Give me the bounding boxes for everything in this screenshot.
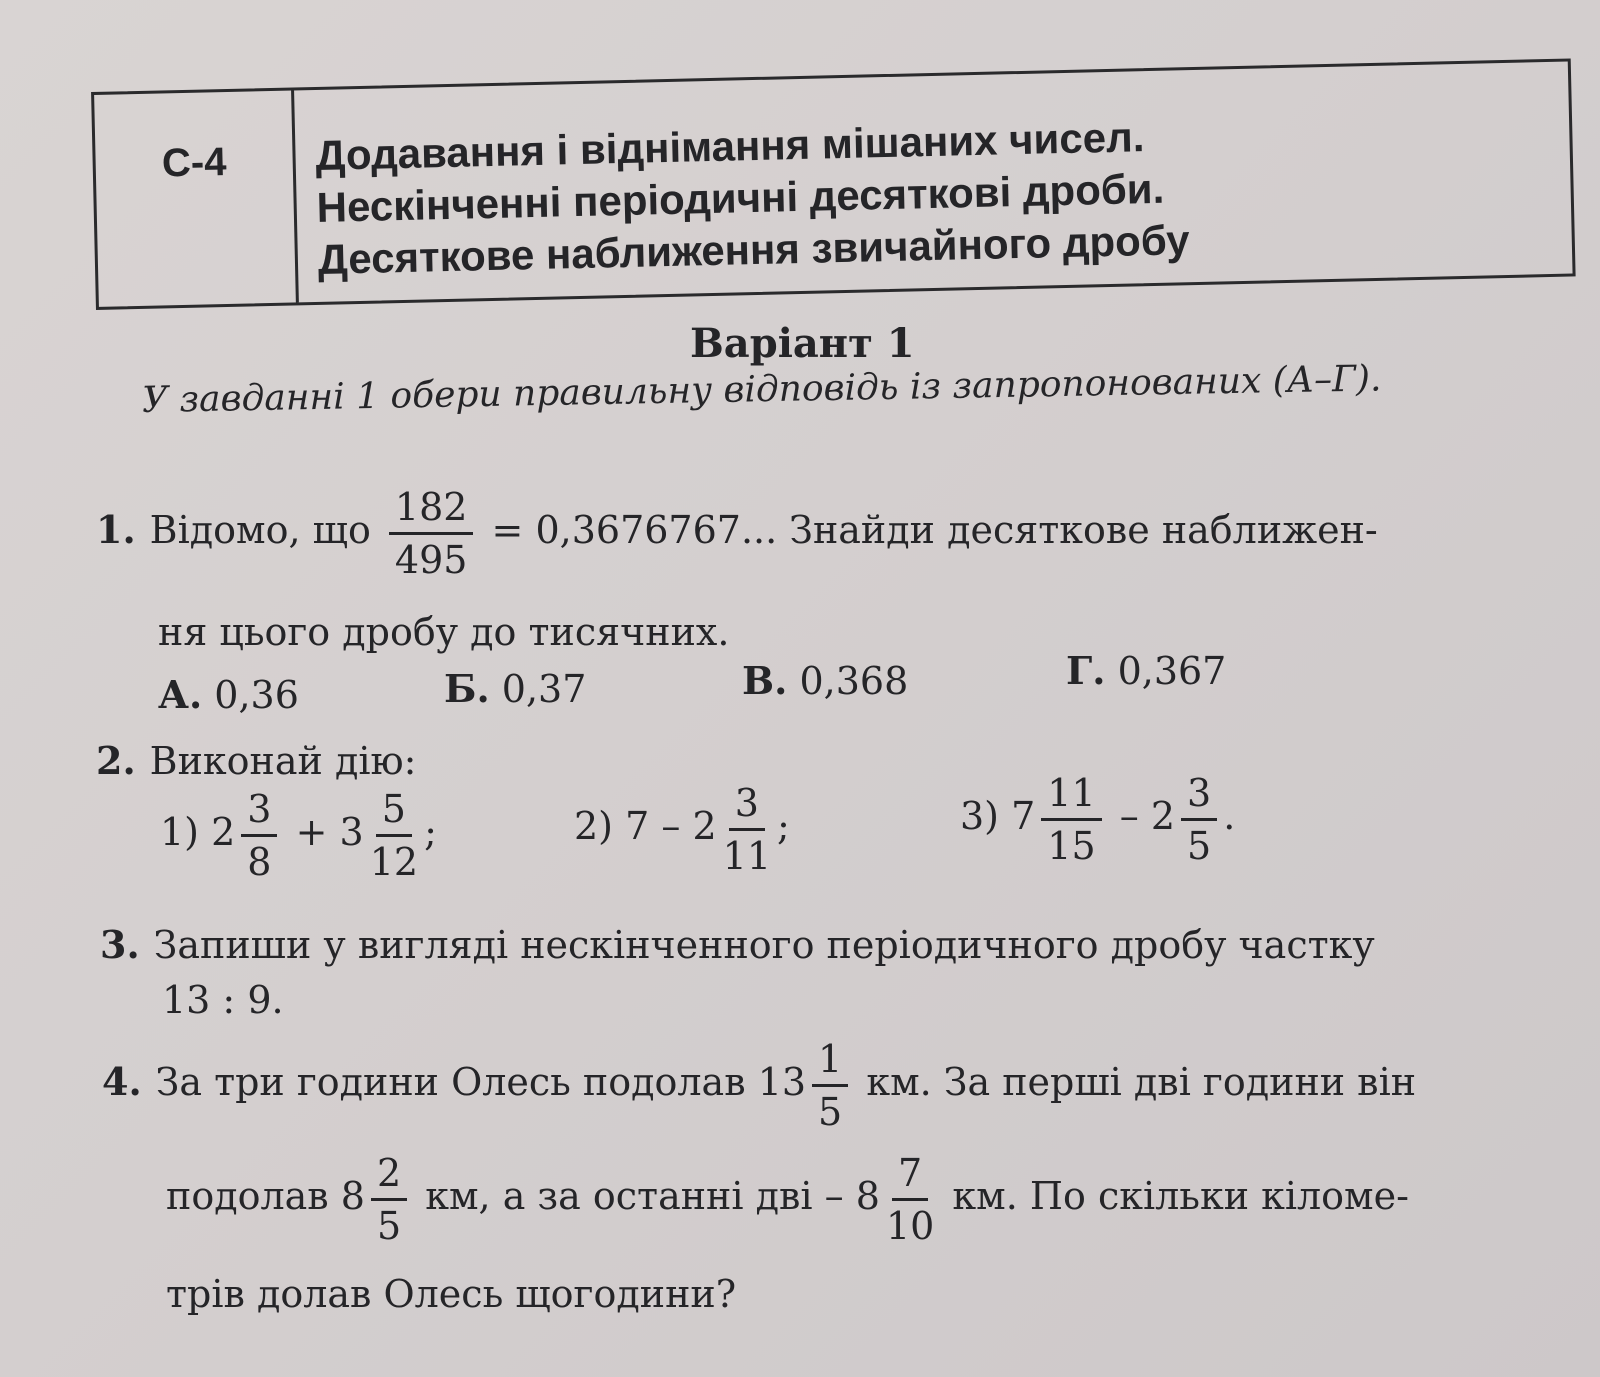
option-label: В. [742, 658, 788, 703]
fraction [1181, 771, 1217, 868]
whole-part: 8 [855, 1174, 880, 1218]
task1-text-before: Відомо, що [149, 508, 371, 552]
task2-number: 2. [96, 738, 136, 783]
option-a [158, 672, 299, 717]
fraction [369, 787, 419, 884]
fraction-denominator: 11 [722, 834, 772, 878]
task1-text-after: = 0,3676767... Знайди десяткове наближен- [491, 508, 1378, 552]
fraction-numerator: 3 [729, 784, 765, 831]
fraction [722, 781, 772, 878]
worksheet-code: С-4 [94, 90, 299, 306]
option-value: 0,368 [799, 659, 909, 703]
option-b [444, 666, 586, 711]
whole-part: 13 [757, 1060, 807, 1104]
whole-part: 2 [1150, 794, 1176, 838]
worksheet-title [315, 110, 1190, 286]
option-d [1066, 648, 1226, 693]
task4-text: км. По скільки кіломе- [952, 1174, 1409, 1218]
fraction-numerator: 182 [389, 488, 474, 535]
item-label: 1) [160, 810, 200, 854]
punctuation: ; [777, 804, 790, 848]
variant-heading: Варіант 1 [690, 320, 915, 367]
fraction-numerator: 2 [371, 1154, 407, 1201]
fraction-denominator: 495 [394, 538, 468, 582]
header-box [91, 58, 1576, 310]
option-label: Б. [444, 666, 490, 711]
fraction-denominator: 5 [1187, 824, 1212, 868]
fraction [371, 1151, 407, 1248]
fraction-numerator: 11 [1041, 774, 1101, 821]
title-line-3: Десяткове наближення звичайного дробу [317, 216, 1191, 283]
title-line-1: Додавання і віднімання мішаних чисел. [315, 113, 1145, 179]
option-c [742, 658, 908, 703]
operator: – [1119, 794, 1139, 838]
whole-part: 3 [339, 810, 364, 854]
fraction-denominator: 10 [885, 1204, 935, 1248]
task4-line2 [166, 1151, 1409, 1248]
option-label: А. [158, 672, 203, 717]
whole-part: 2 [211, 810, 236, 854]
task3-line1 [100, 922, 1375, 967]
task4-line3: трів долав Олесь щогодини? [166, 1272, 737, 1316]
fraction-denominator: 8 [247, 840, 272, 884]
fraction [241, 787, 277, 884]
fraction-numerator: 1 [812, 1040, 848, 1087]
operator: – [661, 804, 681, 848]
fraction-numerator: 3 [241, 790, 277, 837]
task4-text: км. За перші дві години він [866, 1060, 1417, 1104]
fraction-numerator: 3 [1181, 774, 1217, 821]
whole-part: 7 [1011, 794, 1036, 838]
task3-text: Запиши у вигляді нескінченного періодичного дробу частку [153, 923, 1375, 967]
title-line-2: Нескінченні періодичні десяткові дроби. [316, 164, 1165, 231]
fraction-numerator: 5 [376, 790, 412, 837]
task2-item-3 [960, 771, 1236, 868]
task3-number: 3. [100, 922, 140, 967]
task4-text: За три години Олесь подолав [155, 1060, 746, 1104]
task4-text: подолав [166, 1174, 329, 1218]
task4-line1 [102, 1037, 1417, 1134]
task2-heading [96, 738, 416, 783]
item-label: 2) [574, 804, 614, 848]
fraction [1041, 771, 1101, 868]
instruction: У завданні 1 обери правильну відповідь із запропонованих (А–Г). [141, 358, 1382, 421]
task2-item-1 [160, 787, 437, 884]
whole-part: 8 [340, 1174, 365, 1218]
fraction [885, 1151, 935, 1248]
punctuation: . [1223, 794, 1236, 838]
task1-fraction [389, 485, 474, 582]
whole-part: 7 [625, 804, 650, 848]
punctuation: ; [424, 810, 437, 854]
task1-line1 [96, 485, 1378, 582]
task2-item-2 [574, 781, 790, 878]
fraction [812, 1037, 848, 1134]
whole-part: 2 [692, 804, 717, 848]
fraction-denominator: 15 [1047, 824, 1096, 868]
operator: + [295, 810, 328, 854]
fraction-denominator: 5 [376, 1204, 402, 1248]
option-value: 0,36 [214, 673, 299, 717]
task3-line2: 13 : 9. [162, 978, 284, 1022]
option-value: 0,37 [501, 667, 587, 711]
option-value: 0,367 [1117, 649, 1227, 693]
task1-number: 1. [96, 507, 136, 552]
option-label: Г. [1066, 648, 1106, 693]
fraction-denominator: 12 [369, 840, 419, 884]
fraction-numerator: 7 [892, 1154, 928, 1201]
task1-line2: ня цього дробу до тисячних. [158, 610, 730, 654]
fraction-denominator: 5 [818, 1090, 843, 1134]
task2-text: Виконай дію: [149, 739, 417, 783]
item-label: 3) [960, 794, 1000, 838]
task4-text: км, а за останні дві – [425, 1174, 844, 1218]
task4-number: 4. [102, 1059, 142, 1104]
